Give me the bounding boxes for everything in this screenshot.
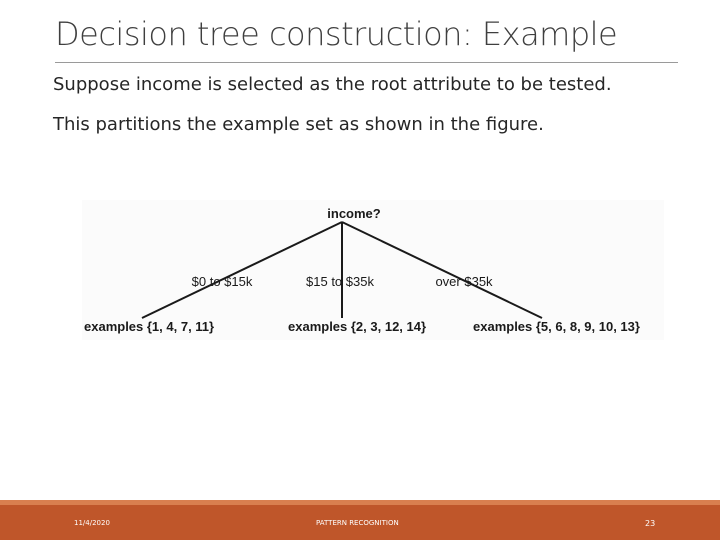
root-node-label: income? [327, 206, 381, 221]
title-divider [55, 62, 678, 63]
branch-label-2: $15 to $35k [306, 274, 374, 289]
footer-title: PATTERN RECOGNITION [316, 519, 399, 527]
leaf-node-2: examples {2, 3, 12, 14} [288, 319, 427, 334]
slide-title: Decision tree construction: Example [55, 15, 618, 53]
bullet-text-1: Suppose income is selected as the root attribute to be tested. [53, 74, 612, 95]
edge-right [342, 222, 542, 318]
leaf-node-3: examples {5, 6, 8, 9, 10, 13} [473, 319, 640, 334]
leaf-node-1: examples {1, 4, 7, 11} [84, 319, 215, 334]
decision-tree-diagram [82, 200, 664, 340]
branch-label-3: over $35k [435, 274, 493, 289]
page-number: 23 [645, 519, 656, 528]
edge-left [142, 222, 342, 318]
branch-label-1: $0 to $15k [191, 274, 253, 289]
footer-date: 11/4/2020 [74, 519, 110, 527]
decision-tree-figure [82, 200, 664, 340]
bullet-text-2: This partitions the example set as shown in the figure. [53, 114, 544, 135]
